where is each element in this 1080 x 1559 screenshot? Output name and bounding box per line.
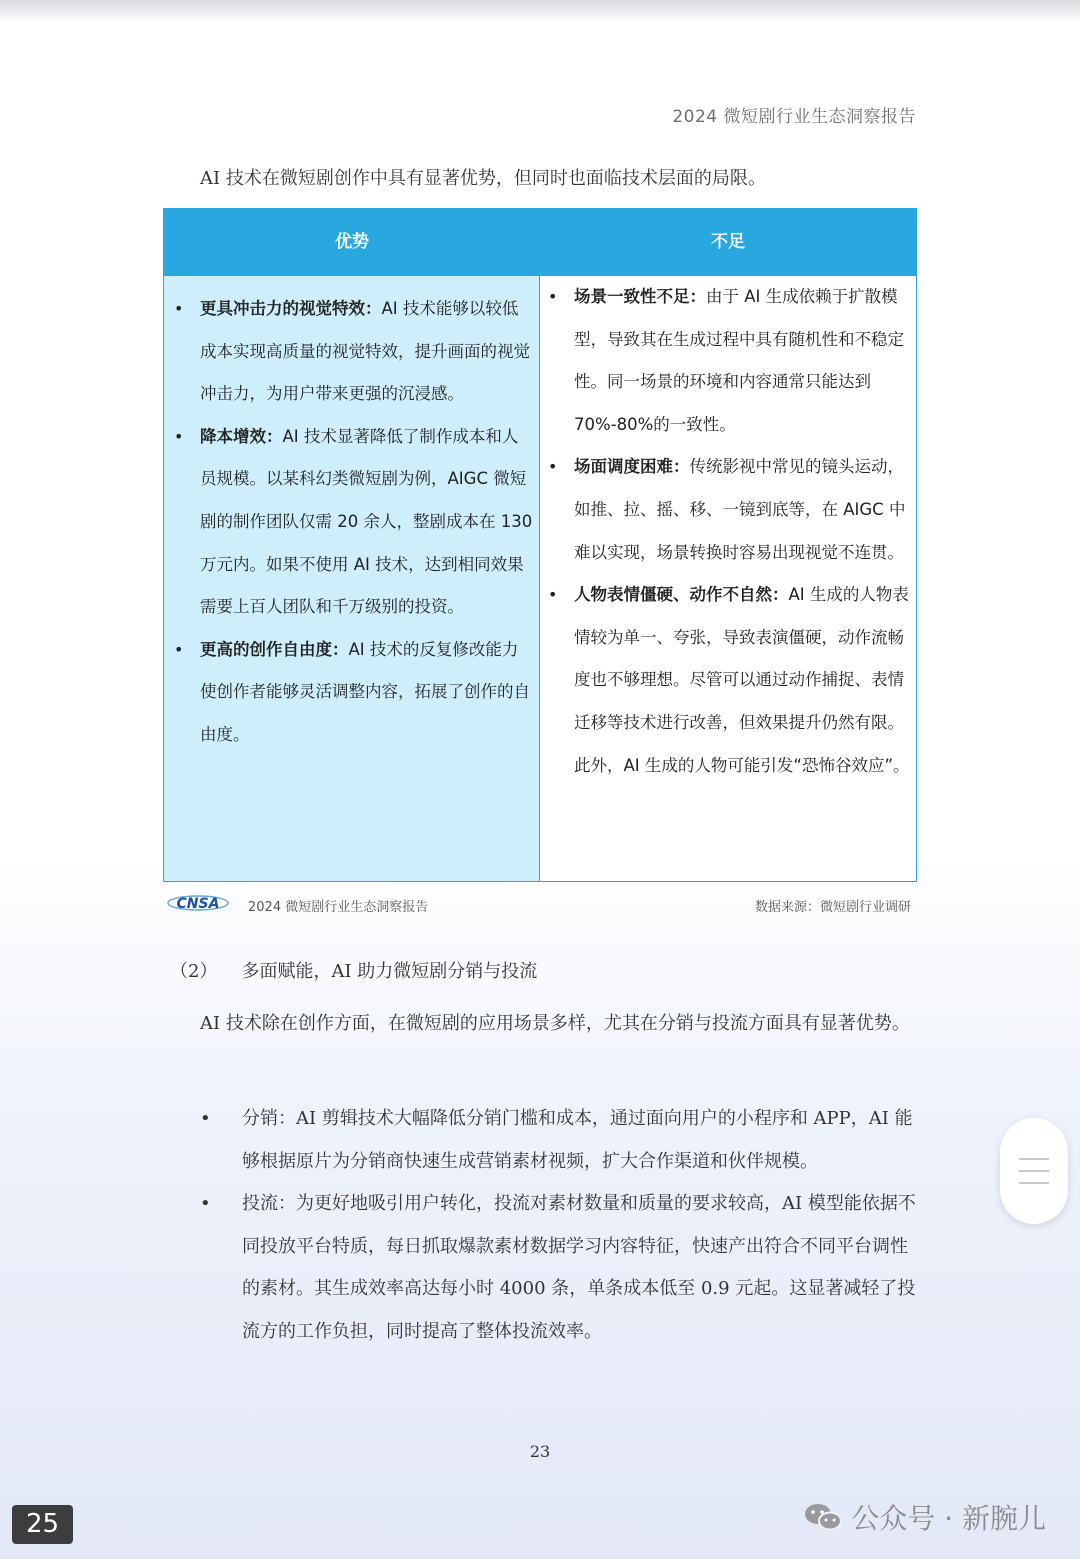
menu-button[interactable] <box>1000 1118 1068 1224</box>
bullet-dot: • <box>174 639 184 659</box>
viewer-top-bar <box>0 0 1080 22</box>
intro-sentence: AI 技术在微短剧创作中具有显著优势，但同时也面临技术层面的局限。 <box>200 168 766 189</box>
advantage-title: 降本增效： <box>200 426 283 446</box>
bullet-dot: • <box>200 1108 211 1129</box>
menu-icon-line <box>1019 1158 1049 1160</box>
body-bullet-list <box>200 1098 920 1353</box>
source-report-title: 2024 微短剧行业生态洞察报告 <box>248 900 429 915</box>
shortcoming-title: 场面调度困难： <box>574 457 690 477</box>
bullet-dot: • <box>174 299 184 318</box>
advantage-title: 更具冲击力的视觉特效： <box>200 299 382 318</box>
shortcoming-title: 场景一致性不足： <box>574 287 706 306</box>
viewer-page-badge[interactable]: 25 <box>12 1505 73 1544</box>
advantage-text: AI 技术显著降低了制作成本和人员规模。以某科幻类微短剧为例，AIGC 微短剧的制作团队仅需 20 余人，整剧成本在 130 万元内。如果不使用 AI 技术，达到相同效果需要上百人团队和千万级别的投资。 <box>200 426 533 617</box>
watermark <box>803 1497 1046 1537</box>
page-number: 23 <box>529 1442 551 1461</box>
shortcomings-column <box>540 276 916 881</box>
section-number: （2） <box>170 961 218 982</box>
svg-text:CNSA: CNSA <box>176 896 220 912</box>
bullet-dot: • <box>548 585 558 605</box>
watermark-text: 公众号 · 新腕儿 <box>851 1502 1046 1535</box>
shortcoming-item <box>548 276 910 446</box>
table-source-row <box>163 892 917 918</box>
advantage-item <box>174 288 533 416</box>
section-title: 多面赋能，AI 助力微短剧分销与投流 <box>241 961 538 982</box>
shortcoming-item <box>548 446 910 574</box>
list-item <box>200 1098 920 1183</box>
advantage-item <box>174 629 533 757</box>
advantage-title: 更高的创作自由度： <box>200 639 349 659</box>
bullet-dot: • <box>548 457 558 477</box>
body-paragraph: AI 技术除在创作方面，在微短剧的应用场景多样，尤其在分销与投流方面具有显著优势。 <box>200 1013 910 1034</box>
shortcoming-item <box>548 574 910 787</box>
advantage-text: AI 技术能够以较低成本实现高质量的视觉特效，提升画面的视觉冲击力，为用户带来更强的沉浸感。 <box>200 299 530 404</box>
menu-icon-line <box>1019 1182 1049 1184</box>
report-header-title: 2024 微短剧行业生态洞察报告 <box>672 107 916 127</box>
bullet-dot: • <box>200 1193 211 1214</box>
bullet-dot: • <box>548 287 558 306</box>
advantage-text: AI 技术的反复修改能力使创作者能够灵活调整内容，拓展了创作的自由度。 <box>200 639 530 744</box>
header-shortcomings: 不足 <box>711 232 745 252</box>
comparison-table <box>163 208 917 882</box>
bullet-dot: • <box>174 426 184 446</box>
shortcoming-title: 人物表情僵硬、动作不自然： <box>574 585 789 605</box>
data-source-label: 数据来源：微短剧行业调研 <box>754 900 911 915</box>
shortcoming-text: 由于 AI 生成依赖于扩散模型，导致其在生成过程中具有随机性和不稳定性。同一场景的环境和内容通常只能达到 70%-80%的一致性。 <box>574 287 904 434</box>
menu-icon-line <box>1019 1170 1049 1172</box>
header-advantages: 优势 <box>335 232 369 252</box>
section-heading <box>170 957 537 983</box>
wechat-icon <box>803 1502 843 1532</box>
shortcoming-text: AI 生成的人物表情较为单一、夸张，导致表演僵硬，动作流畅度也不够理想。尽管可以通过动作捕捉、表情迁移等技术进行改善，但效果提升仍然有限。此外，AI 生成的人物可能引发“恐怖谷效应”。 <box>574 585 910 775</box>
list-item <box>200 1183 920 1353</box>
cnsa-logo-icon <box>167 894 229 912</box>
list-item-text: 分销：AI 剪辑技术大幅降低分销门槛和成本，通过面向用户的小程序和 APP，AI 能够根据原片为分销商快速生成营销素材视频，扩大合作渠道和伙伴规模。 <box>242 1108 913 1172</box>
shortcoming-text: 传统影视中常见的镜头运动，如推、拉、摇、移、一镜到底等，在 AIGC 中难以实现，场景转换时容易出现视觉不连贯。 <box>574 457 906 562</box>
advantages-column <box>164 276 540 881</box>
advantage-item <box>174 416 533 629</box>
list-item-text: 投流：为更好地吸引用户转化，投流对素材数量和质量的要求较高，AI 模型能依据不同投放平台特质，每日抓取爆款素材数据学习内容特征，快速产出符合不同平台调性的素材。其生成效率高达每小时 4000 条，单条成本低至 0.9 元起。这显著减轻了投流方的工作负担，同时提高了整体投流效率。 <box>242 1193 916 1342</box>
table-header-row <box>164 209 916 276</box>
